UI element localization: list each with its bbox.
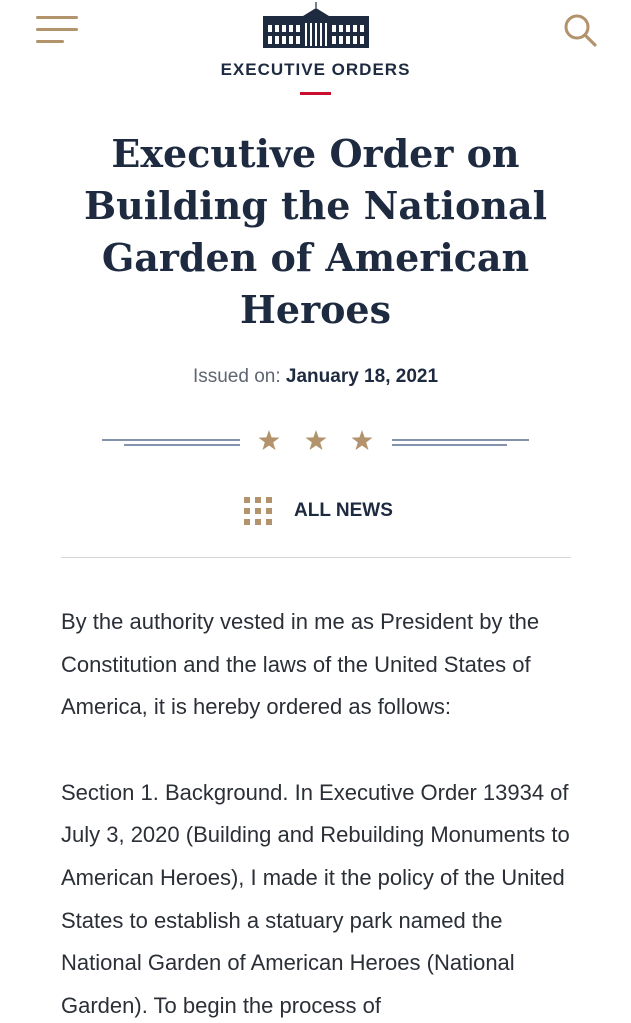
issued-label: Issued on: bbox=[192, 366, 281, 387]
search-icon[interactable] bbox=[562, 12, 598, 48]
article-paragraph: Section 1. Background. In Executive Order 13934 of July 3, 2020 (Building and Rebuilding Monuments to American Heroes), I made it the policy of the United States to establish a statuary park named the National Garden of American Heroes (National Garden). To begin the process of bbox=[61, 779, 570, 1018]
hamburger-menu-icon[interactable] bbox=[36, 16, 80, 46]
grid-icon bbox=[244, 497, 273, 526]
star-icons bbox=[259, 430, 373, 450]
section-label-underline bbox=[300, 92, 331, 95]
all-news-link[interactable] bbox=[244, 494, 393, 528]
article-paragraph: By the authority vested in me as President by the Constitution and the laws of the United States of America, it is hereby ordered as follows: bbox=[61, 609, 540, 720]
white-house-logo-icon[interactable] bbox=[261, 2, 371, 50]
article-body bbox=[61, 601, 571, 1023]
section-label-link[interactable]: EXECUTIVE ORDERS bbox=[220, 60, 411, 79]
star-icon bbox=[352, 430, 373, 450]
stars-divider bbox=[0, 426, 631, 458]
star-icon bbox=[306, 430, 327, 450]
issued-date: January 18, 2021 bbox=[285, 366, 439, 387]
star-icon bbox=[259, 430, 280, 450]
divider-rule bbox=[61, 557, 571, 558]
issued-line bbox=[0, 366, 631, 388]
page-title: Executive Order on Building the National Garden of American Heroes bbox=[83, 131, 547, 332]
all-news-label: ALL NEWS bbox=[294, 500, 393, 521]
